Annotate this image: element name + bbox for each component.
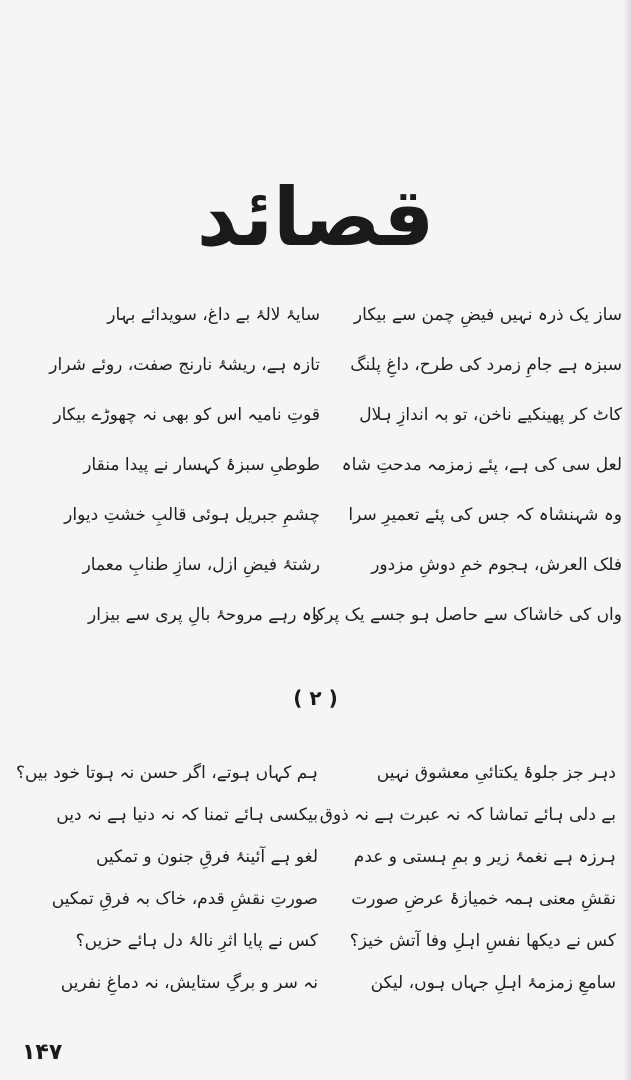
section1-right-column [301, 290, 622, 640]
verse-line: سامعِ زمزمۂ اہلِ جہاں ہوں، لیکن [370, 973, 616, 993]
verse-line: وہ شہنشاہ کہ جس کی پئے تعمیرِ سرا [348, 505, 622, 525]
verse-line: سایۂ لالۂ بے داغ، سویدائے بہار [107, 305, 320, 325]
verse-line: رشتۂ فیضِ ازل، سازِ طنابِ معمار [82, 555, 320, 575]
verse-line: لغو ہے آئینۂ فرقِ جنون و تمکیں [95, 847, 318, 867]
page-title: قصائد [196, 171, 435, 264]
verse-line: سبزہ ہے جامِ زمرد کی طرح، داغِ پلنگ [350, 355, 622, 375]
verse-line: ہرزہ ہے نغمۂ زیر و بمِ ہستی و عدم [353, 847, 616, 867]
verse-line: ساز یک ذرہ نہیں فیضِ چمن سے بیکار [353, 305, 622, 325]
verse-line: بیکسی ہائے تمنا کہ نہ دنیا ہے نہ دیں [56, 805, 318, 825]
verse-line: ہم کہاں ہوتے، اگر حسن نہ ہوتا خود بیں؟ [16, 763, 318, 783]
page-number: ۱۴۷ [22, 1040, 63, 1065]
verse-line: فلک العرش، ہجوم خمِ دوشِ مزدور [371, 555, 622, 575]
verse-line: کاٹ کر پھینکیے ناخن، تو بہ اندازِ ہلال [359, 405, 622, 425]
verse-line: بے دلی ہائے تماشا کہ نہ عبرت ہے نہ ذوق [319, 805, 616, 825]
verse-line: قوتِ نامیہ اس کو بھی نہ چھوڑے بیکار [53, 405, 320, 425]
verse-line: دہر جز جلوۂ یکتائیِ معشوق نہیں [376, 763, 616, 783]
section-number: ( ۲ ) [293, 686, 338, 710]
verse-line: نقشِ معنی ہمہ خمیازۂ عرضِ صورت [351, 889, 616, 909]
section2-right-column [319, 752, 616, 1004]
verse-line: تازہ ہے، ریشۂ نارنج صفت، روئے شرار [49, 355, 320, 375]
verse-line: طوطیِ سبزۂ کہسار نے پیدا منقار [83, 455, 320, 475]
section1-left-column [22, 290, 320, 640]
verse-line: نہ سر و برگِ ستایش، نہ دماغِ نفریں [60, 973, 318, 993]
verse-line: کس نے پایا اثرِ نالۂ دل ہائے حزیں؟ [75, 931, 318, 951]
verse-line: چشمِ جبریل ہوئی قالبِ خشتِ دیوار [64, 505, 320, 525]
verse-line: صورتِ نقشِ قدم، خاک بہ فرقِ تمکیں [51, 889, 318, 909]
verse-line: کس نے دیکھا نفسِ اہلِ وفا آتش خیز؟ [349, 931, 616, 951]
section2-left-column [16, 752, 318, 1004]
verse-line: لعل سی کی ہے، پئے زمزمہ مدحتِ شاہ [341, 455, 622, 475]
verse-line: وہ رہے مروحۂ بالِ پری سے بیزار [88, 605, 320, 625]
page-edge-shadow [623, 0, 631, 1080]
verse-line: واں کی خاشاک سے حاصل ہو جسے یک پرکاہ [301, 605, 622, 625]
